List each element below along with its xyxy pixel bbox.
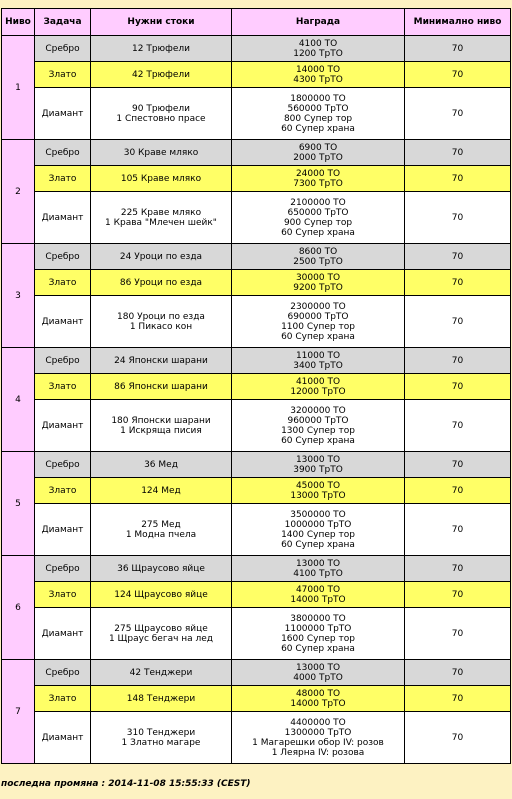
header-row	[2, 9, 511, 36]
task-cell: Сребро	[35, 348, 91, 374]
goods-line: 310 Тенджери	[126, 727, 196, 738]
reward-cell	[232, 244, 405, 270]
task-cell: Сребро	[35, 36, 91, 62]
min-level-cell: 70	[405, 686, 511, 712]
reward-line: 60 Супер храна	[281, 539, 355, 550]
reward-line: 60 Супер храна	[281, 643, 355, 654]
goods-cell	[91, 140, 232, 166]
table-row	[2, 374, 511, 400]
min-level-cell: 70	[405, 452, 511, 478]
goods-line: 24 Японски шарани	[114, 355, 208, 366]
reward-line: 13000 ТрТО	[290, 490, 346, 501]
reward-line: 2000 ТрТО	[293, 152, 343, 163]
level-cell: 3	[2, 244, 35, 348]
reward-line: 7300 ТрТО	[293, 178, 343, 189]
table-body	[2, 36, 511, 764]
reward-line: 2100000 ТО	[290, 197, 346, 208]
task-cell: Сребро	[35, 660, 91, 686]
task-cell: Сребро	[35, 556, 91, 582]
reward-line: 1 Магарешки обор IV: розов	[252, 737, 384, 748]
reward-cell	[232, 660, 405, 686]
reward-line: 2500 ТрТО	[293, 256, 343, 267]
reward-line: 900 Супер тор	[283, 217, 353, 228]
goods-line: 148 Тенджери	[126, 693, 196, 704]
reward-line: 14000 ТО	[295, 64, 341, 75]
task-cell: Злато	[35, 166, 91, 192]
level-cell: 7	[2, 660, 35, 764]
reward-line: 4300 ТрТО	[293, 74, 343, 85]
reward-cell	[232, 608, 405, 660]
reward-line: 3800000 ТО	[290, 613, 346, 624]
table-row	[2, 504, 511, 556]
goods-cell	[91, 556, 232, 582]
reward-line: 800 Супер тор	[283, 113, 353, 124]
reward-cell	[232, 192, 405, 244]
table-row	[2, 348, 511, 374]
reward-line: 30000 ТО	[295, 272, 341, 283]
reward-line: 14000 ТрТО	[290, 698, 346, 709]
reward-line: 1200 ТрТО	[293, 48, 343, 59]
goods-line: 86 Японски шарани	[114, 381, 208, 392]
table-row	[2, 140, 511, 166]
table-row	[2, 166, 511, 192]
goods-cell	[91, 452, 232, 478]
reward-cell	[232, 478, 405, 504]
goods-cell	[91, 296, 232, 348]
reward-cell	[232, 686, 405, 712]
reward-line: 11000 ТО	[295, 350, 341, 361]
reward-cell	[232, 712, 405, 764]
min-level-cell: 70	[405, 192, 511, 244]
reward-line: 1600 Супер тор	[281, 633, 355, 644]
min-level-cell: 70	[405, 36, 511, 62]
reward-line: 13000 ТО	[295, 558, 341, 569]
reward-cell	[232, 270, 405, 296]
header-goods: Нужни стоки	[91, 9, 232, 36]
reward-line: 14000 ТрТО	[290, 594, 346, 605]
reward-line: 2300000 ТО	[290, 301, 346, 312]
reward-line: 60 Супер храна	[281, 331, 355, 342]
task-cell: Диамант	[35, 400, 91, 452]
task-cell: Диамант	[35, 192, 91, 244]
min-level-cell: 70	[405, 244, 511, 270]
goods-line: 1 Златно магаре	[121, 737, 201, 748]
level-cell: 4	[2, 348, 35, 452]
reward-line: 1100000 ТрТО	[284, 623, 352, 634]
reward-line: 12000 ТрТО	[290, 386, 346, 397]
goods-line: 90 Трюфели	[132, 103, 190, 114]
min-level-cell: 70	[405, 582, 511, 608]
reward-line: 3200000 ТО	[290, 405, 346, 416]
reward-cell	[232, 452, 405, 478]
reward-line: 4100 ТО	[298, 38, 338, 49]
reward-cell	[232, 582, 405, 608]
reward-line: 13000 ТО	[295, 454, 341, 465]
reward-line: 6900 ТО	[298, 142, 338, 153]
goods-line: 42 Трюфели	[132, 69, 190, 80]
reward-cell	[232, 504, 405, 556]
reward-cell	[232, 400, 405, 452]
reward-cell	[232, 166, 405, 192]
goods-cell	[91, 270, 232, 296]
reward-cell	[232, 62, 405, 88]
reward-line: 60 Супер храна	[281, 435, 355, 446]
reward-line: 3900 ТрТО	[293, 464, 343, 475]
reward-line: 1100 Супер тор	[281, 321, 355, 332]
task-cell: Сребро	[35, 244, 91, 270]
goods-line: 36 Мед	[144, 459, 178, 470]
goods-line: 275 Щраусово яйце	[114, 623, 208, 634]
goods-cell	[91, 88, 232, 140]
task-cell: Диамант	[35, 504, 91, 556]
goods-line: 105 Краве мляко	[120, 173, 202, 184]
goods-line: 1 Спестовно прасе	[116, 113, 206, 124]
table-row	[2, 296, 511, 348]
reward-cell	[232, 88, 405, 140]
goods-line: 12 Трюфели	[132, 43, 190, 54]
reward-line: 1300000 ТрТО	[284, 727, 352, 738]
reward-cell	[232, 140, 405, 166]
table-row	[2, 36, 511, 62]
min-level-cell: 70	[405, 556, 511, 582]
min-level-cell: 70	[405, 348, 511, 374]
goods-line: 42 Тенджери	[129, 667, 193, 678]
reward-line: 690000 ТрТО	[287, 311, 349, 322]
goods-line: 86 Уроци по езда	[119, 277, 203, 288]
goods-cell	[91, 166, 232, 192]
reward-line: 8600 ТО	[298, 246, 338, 257]
reward-cell	[232, 296, 405, 348]
min-level-cell: 70	[405, 62, 511, 88]
goods-line: 180 Японски шарани	[111, 415, 211, 426]
task-cell: Злато	[35, 686, 91, 712]
reward-line: 47000 ТО	[295, 584, 341, 595]
min-level-cell: 70	[405, 296, 511, 348]
task-cell: Сребро	[35, 452, 91, 478]
reward-line: 3400 ТрТО	[293, 360, 343, 371]
table-row	[2, 660, 511, 686]
reward-cell	[232, 348, 405, 374]
table-row	[2, 62, 511, 88]
min-level-cell: 70	[405, 608, 511, 660]
table-row	[2, 712, 511, 764]
min-level-cell: 70	[405, 660, 511, 686]
min-level-cell: 70	[405, 166, 511, 192]
last-modified: последна промяна : 2014-11-08 15:55:33 (CEST)	[1, 779, 251, 789]
task-cell: Злато	[35, 62, 91, 88]
reward-line: 960000 ТрТО	[287, 415, 349, 426]
goods-line: 180 Уроци по езда	[117, 311, 205, 322]
reward-line: 4400000 ТО	[290, 717, 346, 728]
reward-line: 560000 ТрТО	[287, 103, 349, 114]
goods-line: 1 Пикасо кон	[129, 321, 193, 332]
table-row	[2, 608, 511, 660]
table-row	[2, 400, 511, 452]
task-cell: Злато	[35, 478, 91, 504]
goods-line: 24 Уроци по езда	[119, 251, 203, 262]
min-level-cell: 70	[405, 712, 511, 764]
goods-cell	[91, 348, 232, 374]
goods-cell	[91, 36, 232, 62]
min-level-cell: 70	[405, 140, 511, 166]
goods-line: 1 Крава "Млечен шейк"	[105, 217, 217, 228]
task-cell: Диамант	[35, 712, 91, 764]
reward-line: 45000 ТО	[295, 480, 341, 491]
goods-cell	[91, 374, 232, 400]
tasks-table	[1, 8, 511, 764]
header-reward: Награда	[232, 9, 405, 36]
reward-cell	[232, 36, 405, 62]
table-row	[2, 192, 511, 244]
goods-cell	[91, 62, 232, 88]
goods-line: 1 Искряща писия	[120, 425, 202, 436]
reward-line: 13000 ТО	[295, 662, 341, 673]
reward-line: 60 Супер храна	[281, 123, 355, 134]
reward-line: 60 Супер храна	[281, 227, 355, 238]
level-cell: 2	[2, 140, 35, 244]
reward-line: 3500000 ТО	[290, 509, 346, 520]
reward-cell	[232, 374, 405, 400]
goods-cell	[91, 504, 232, 556]
min-level-cell: 70	[405, 400, 511, 452]
level-cell: 1	[2, 36, 35, 140]
reward-line: 41000 ТО	[295, 376, 341, 387]
goods-line: 30 Краве мляко	[123, 147, 199, 158]
level-cell: 5	[2, 452, 35, 556]
goods-cell	[91, 686, 232, 712]
min-level-cell: 70	[405, 270, 511, 296]
table-row	[2, 686, 511, 712]
table-row	[2, 270, 511, 296]
task-cell: Диамант	[35, 296, 91, 348]
table-row	[2, 452, 511, 478]
reward-line: 4100 ТрТО	[293, 568, 343, 579]
reward-line: 24000 ТО	[295, 168, 341, 179]
goods-cell	[91, 608, 232, 660]
reward-line: 4000 ТрТО	[293, 672, 343, 683]
reward-line: 1 Леярна IV: розова	[271, 747, 365, 758]
task-cell: Злато	[35, 582, 91, 608]
min-level-cell: 70	[405, 88, 511, 140]
task-cell: Диамант	[35, 608, 91, 660]
goods-line: 1 Щраус бегач на лед	[108, 633, 214, 644]
reward-line: 650000 ТрТО	[287, 207, 349, 218]
min-level-cell: 70	[405, 504, 511, 556]
reward-line: 1800000 ТО	[290, 93, 346, 104]
level-cell: 6	[2, 556, 35, 660]
goods-cell	[91, 400, 232, 452]
goods-cell	[91, 582, 232, 608]
goods-line: 124 Мед	[141, 485, 181, 496]
reward-line: 9200 ТрТО	[293, 282, 343, 293]
goods-line: 275 Мед	[141, 519, 181, 530]
table-row	[2, 88, 511, 140]
min-level-cell: 70	[405, 478, 511, 504]
reward-line: 1000000 ТрТО	[284, 519, 352, 530]
goods-line: 1 Модна пчела	[125, 529, 197, 540]
header-level: Ниво	[2, 9, 35, 36]
reward-cell	[232, 556, 405, 582]
goods-line: 124 Щраусово яйце	[114, 589, 208, 600]
table-row	[2, 478, 511, 504]
task-cell: Злато	[35, 270, 91, 296]
table-row	[2, 582, 511, 608]
goods-line: 225 Краве мляко	[120, 207, 202, 218]
goods-cell	[91, 192, 232, 244]
goods-cell	[91, 660, 232, 686]
reward-line: 48000 ТО	[295, 688, 341, 699]
reward-line: 1400 Супер тор	[281, 529, 355, 540]
goods-cell	[91, 478, 232, 504]
table-row	[2, 244, 511, 270]
reward-line: 1300 Супер тор	[281, 425, 355, 436]
goods-cell	[91, 244, 232, 270]
task-cell: Сребро	[35, 140, 91, 166]
header-min-level: Минимално ниво	[405, 9, 511, 36]
goods-line: 36 Щраусово яйце	[117, 563, 205, 574]
min-level-cell: 70	[405, 374, 511, 400]
goods-cell	[91, 712, 232, 764]
table-row	[2, 556, 511, 582]
task-cell: Злато	[35, 374, 91, 400]
header-task: Задача	[35, 9, 91, 36]
task-cell: Диамант	[35, 88, 91, 140]
